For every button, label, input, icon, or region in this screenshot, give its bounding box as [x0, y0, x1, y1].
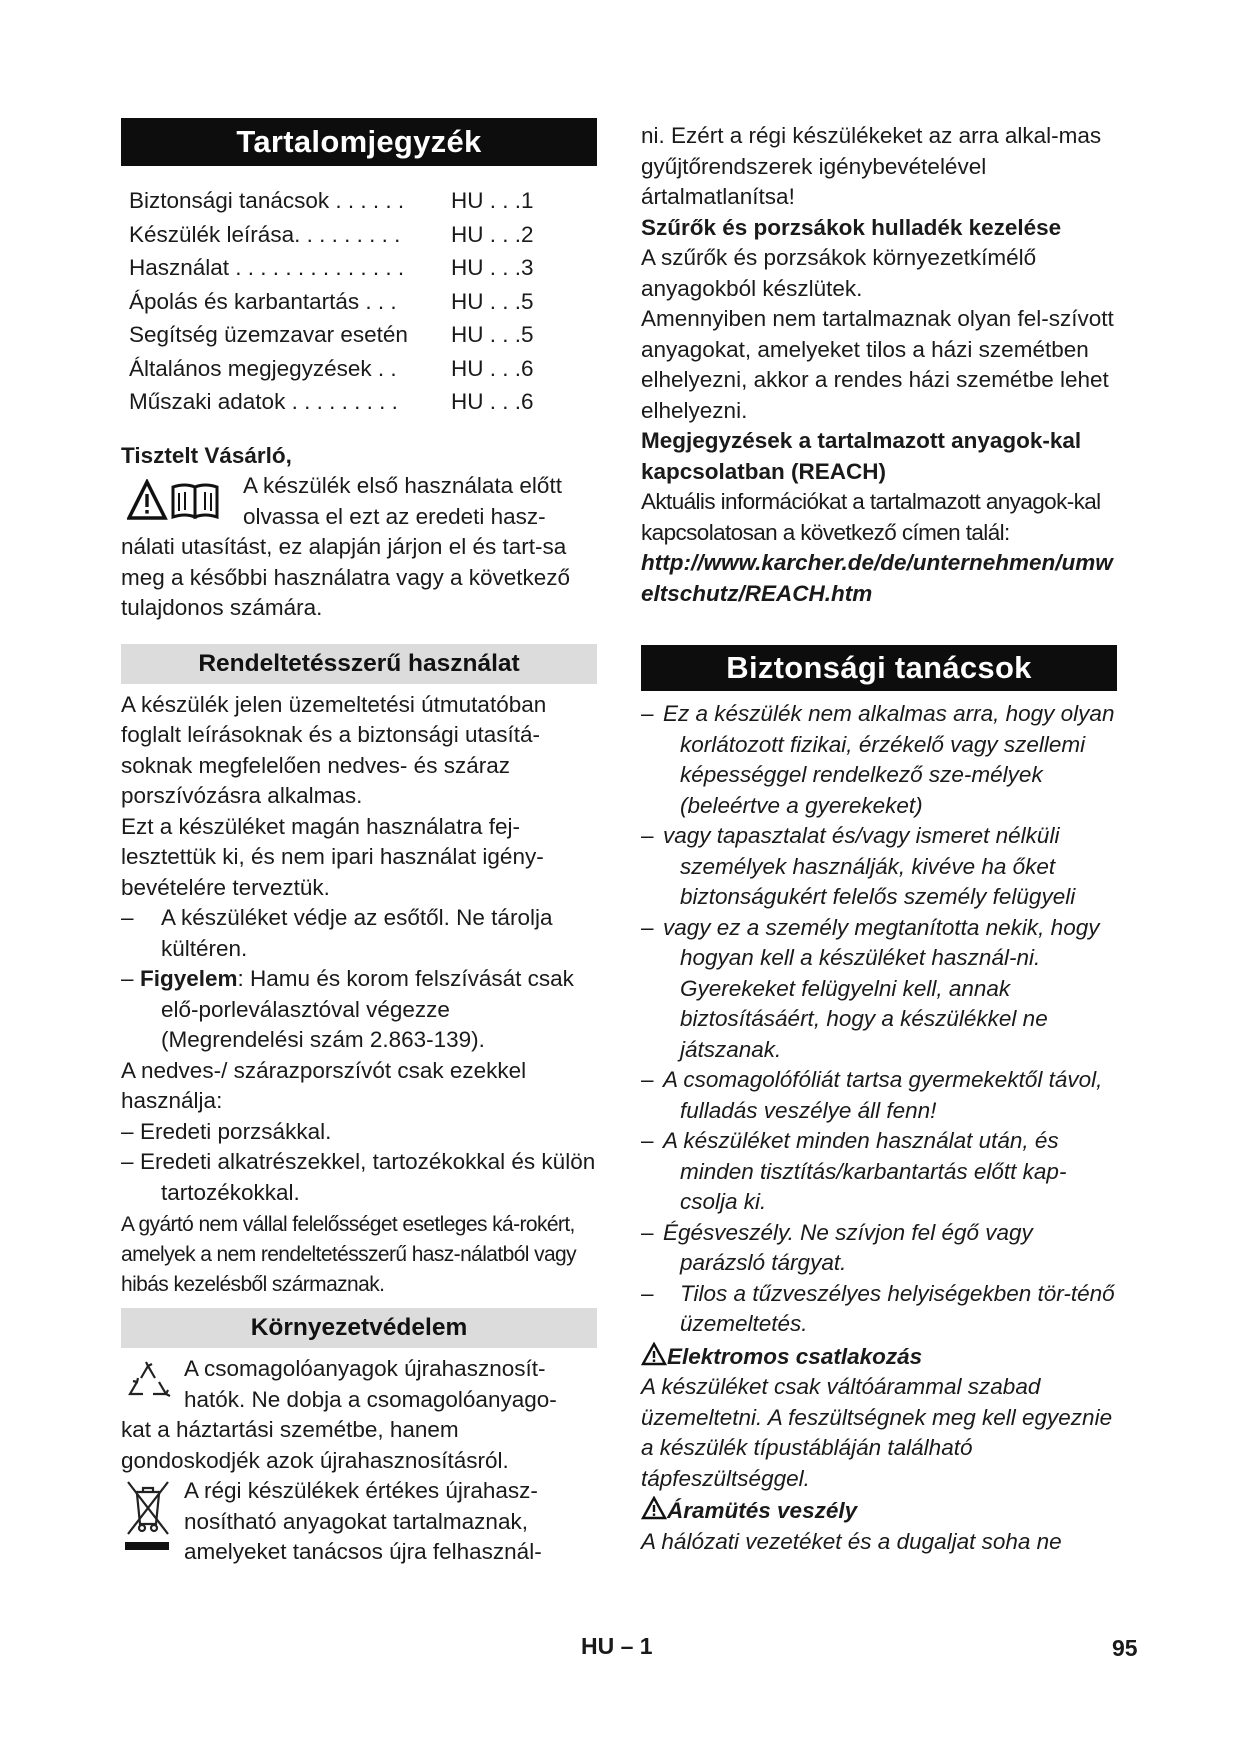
toc-entry[interactable]: [129, 285, 597, 319]
weee-line-1: A régi készülékek értékes újrahasz-: [184, 1478, 538, 1503]
toc-entry-page: HU . . .6: [451, 355, 534, 381]
list-item: – vagy tapasztalat és/vagy ismeret nélküli személyek használják, kivéve ha őket biztonságukért felelős személy felügyeli: [641, 823, 1076, 909]
toc-heading: Tartalomjegyzék: [121, 118, 597, 166]
list-item: – Égésveszély. Ne szívjon fel égő vagy parázsló tárgyat.: [641, 1219, 1033, 1275]
intended-use-heading: Rendeltetésszerű használat: [121, 644, 597, 684]
toc-entry-title: Készülék leírása. . . . . . . . .: [129, 221, 401, 247]
recycling-block: [121, 1354, 597, 1476]
list-item: – A készüléket minden használat után, és minden tisztítás/karbantartás előtt kap-csolja ki.: [641, 1128, 1067, 1214]
intro-block: [121, 471, 597, 624]
toc-entry-page: HU . . .5: [451, 322, 534, 347]
shock-heading: [641, 1496, 1117, 1527]
toc-entry-title: Biztonsági tanácsok . . . . . .: [129, 188, 405, 213]
toc-entry[interactable]: [129, 352, 597, 386]
reach-heading: Megjegyzések a tartalmazott anyagok-kal kapcsolatban (REACH): [641, 428, 1082, 484]
list-item-text: A készüléket minden használat után, és minden tisztítás/karbantartás előtt kap-csolja ki.: [663, 1128, 1067, 1214]
toc-entry[interactable]: [129, 385, 597, 419]
toc-entry-title: Segítség üzemzavar esetén: [129, 322, 408, 347]
recycling-rest: kat a háztartási szemétbe, hanem gondoskodjék azok újrahasznosításról.: [121, 1417, 509, 1473]
list-item: – Eredeti porzsákkal.: [121, 1118, 332, 1144]
filters-heading: Szűrők és porzsákok hulladék kezelése: [641, 214, 1062, 240]
weee-line-2: nosítható anyagokat tartalmaznak,: [184, 1508, 528, 1534]
reach-link[interactable]: http://www.karcher.de/de/unternehmen/umweltschutz/REACH.htm: [641, 550, 1113, 606]
toc-entry[interactable]: [129, 251, 597, 285]
list-item: – vagy ez a személy megtanította nekik, hogy hogyan kell a készüléket használ-ni. Gyerekeket felügyelni kell, annak biztosításáért, hogy a készülékkel ne játszanak.: [641, 914, 1100, 1062]
intended-use-paragraph-2: Ezt a készüléket magán használatra fej-lesztettük ki, és nem ipari használat igény-bevételére terveztük.: [121, 813, 544, 900]
intro-line-1: A készülék első használata előtt: [243, 473, 562, 498]
list-item: – A készüléket védje az esőtől. Ne tárolja kültéren.: [121, 905, 553, 961]
shock-paragraph: A hálózati vezetéket és a dugaljat soha ne: [641, 1528, 1062, 1554]
list-item: – Tilos a tűzveszélyes helyiségekben tör-ténő üzemeltetés.: [641, 1280, 1115, 1336]
list-item-text: vagy ez a személy megtanította nekik, hogy hogyan kell a készüléket használ-ni. Gyerekeket felügyelni kell, annak biztosításáért, hogy a készülékkel ne játszanak.: [663, 914, 1100, 1062]
intro-line-2: olvassa el ezt az eredeti hasz-: [243, 503, 546, 529]
toc-entry-title: Használat . . . . . . . . . . . . . .: [129, 255, 405, 280]
safety-list: [641, 699, 1117, 1340]
intended-use-paragraph-1: A készülék jelen üzemeltetési útmutatóban foglalt leírásoknak és a biztonsági utasítá-soknak megfelelően nedves- és száraz porszívózásra alkalmas.: [121, 691, 547, 808]
toc-entry[interactable]: [129, 318, 597, 352]
environment-heading: Környezetvédelem: [121, 1308, 597, 1348]
list-item: – Eredeti alkatrészekkel, tartozékokkal és külön tartozékokkal.: [121, 1149, 596, 1205]
list-item-text: Égésveszély. Ne szívjon fel égő vagy parázsló tárgyat.: [663, 1219, 1033, 1275]
section-page-label: HU – 1: [581, 1633, 653, 1659]
left-column: [121, 118, 597, 1568]
intro-rest: nálati utasítást, ez alapján járjon el és tart-sa meg a későbbi használatra vagy a következő tulajdonos számára.: [121, 534, 571, 620]
weee-block: [121, 1476, 597, 1568]
intended-use-paragraph-3: A nedves-/ szárazporszívót csak ezekkel használja:: [121, 1057, 527, 1113]
continued-paragraph: ni. Ezért a régi készülékeket az arra alkal-mas gyűjtőrendszerek igénybevételével ártalmatlanítsa!: [641, 123, 1102, 209]
toc-entry-title: Műszaki adatok . . . . . . . . .: [129, 389, 398, 414]
list-item-text: Eredeti porzsákkal.: [140, 1118, 332, 1144]
filters-paragraph-1: A szűrők és porzsákok környezetkímélő anyagokból készlütek.: [641, 245, 1037, 301]
recycling-icon: [123, 1360, 173, 1408]
list-item-text: A készüléket védje az esőtől. Ne tárolja kültéren.: [161, 905, 553, 961]
toc-entry[interactable]: [129, 218, 597, 252]
toc-entry-page: HU . . .2: [451, 221, 534, 247]
warning-icon: [641, 1496, 667, 1520]
list-item: – Ez a készülék nem alkalmas arra, hogy olyan korlátozott fizikai, érzékelő vagy szellemi képességgel rendelkező sze-mélyek (beleértve a gyerekeket): [641, 701, 1115, 818]
page-number: 95: [1112, 1635, 1138, 1661]
list-item: – A csomagolófóliát tartsa gyermekektől távol, fulladás veszélye áll fenn!: [641, 1067, 1103, 1123]
warning-manual-icon: [127, 479, 223, 521]
toc-entry[interactable]: [129, 184, 597, 218]
toc-entry-title: Általános megjegyzések . .: [129, 355, 397, 381]
toc-entry-page: HU . . .3: [451, 255, 534, 280]
right-column: [641, 121, 1117, 1557]
list-item: – Figyelem: Hamu és korom felszívását csak elő-porleválasztóval végezze (Megrendelési szám 2.863-139).: [121, 966, 574, 1052]
electrical-heading-text: Elektromos csatlakozás: [667, 1343, 923, 1369]
attention-label: Figyelem: [140, 966, 238, 991]
list-item-text: Ez a készülék nem alkalmas arra, hogy olyan korlátozott fizikai, érzékelő vagy szellemi képességgel rendelkező sze-mélyek (beleértve a gyerekeket): [663, 701, 1115, 818]
warning-icon: [641, 1342, 667, 1366]
safety-heading: Biztonsági tanácsok: [641, 645, 1117, 691]
toc-entry-page: HU . . .5: [451, 288, 534, 314]
toc-entry-page: HU . . .1: [451, 188, 534, 213]
list-item-text: Tilos a tűzveszélyes helyiségekben tör-ténő üzemeltetés.: [680, 1280, 1115, 1336]
list-item-text: vagy tapasztalat és/vagy ismeret nélküli személyek használják, kivéve ha őket biztonságukért felelős személy felügyeli: [663, 823, 1076, 909]
electrical-paragraph: A készüléket csak váltóárammal szabad üzemeltetni. A feszültségnek meg kell egyeznie a készülék típustábláján található tápfeszültséggel.: [641, 1374, 1113, 1491]
electrical-heading: [641, 1342, 1117, 1373]
toc-entry-title: Ápolás és karbantartás . . .: [129, 288, 397, 314]
liability-note: A gyártó nem vállal felelősséget esetleges ká-rokért, amelyek a nem rendeltetésszerű hasz-nálatból vagy hibás kezelésből származnak.: [121, 1213, 577, 1296]
filters-paragraph-2: Amennyiben nem tartalmaznak olyan fel-szívott anyagokat, amelyeket tilos a házi szemétben elhelyezni, akkor a rendes házi szemétbe lehet elhelyezni.: [641, 306, 1114, 423]
crossed-bin-icon: [123, 1478, 173, 1558]
table-of-contents: [129, 184, 597, 419]
list-item-text: Eredeti alkatrészekkel, tartozékokkal és külön tartozékokkal.: [140, 1149, 596, 1205]
list-item-text: A csomagolófóliát tartsa gyermekektől távol, fulladás veszélye áll fenn!: [663, 1067, 1103, 1123]
greeting: Tisztelt Vásárló,: [121, 442, 292, 468]
reach-paragraph: Aktuális információkat a tartalmazott anyagok-kal kapcsolatosan a következő címen talál:: [641, 489, 1101, 545]
weee-line-3: amelyeket tanácsos újra felhasznál-: [184, 1539, 542, 1564]
shock-heading-text: Áramütés veszély: [667, 1498, 858, 1523]
recycling-line-1: A csomagolóanyagok újrahasznosít-: [184, 1356, 546, 1381]
list-item-text: : Hamu és korom felszívását csak elő-porleválasztóval végezze (Megrendelési szám 2.863-139).: [161, 966, 574, 1052]
toc-entry-page: HU . . .6: [451, 389, 534, 414]
recycling-line-2: hatók. Ne dobja a csomagolóanyago-: [184, 1386, 557, 1412]
